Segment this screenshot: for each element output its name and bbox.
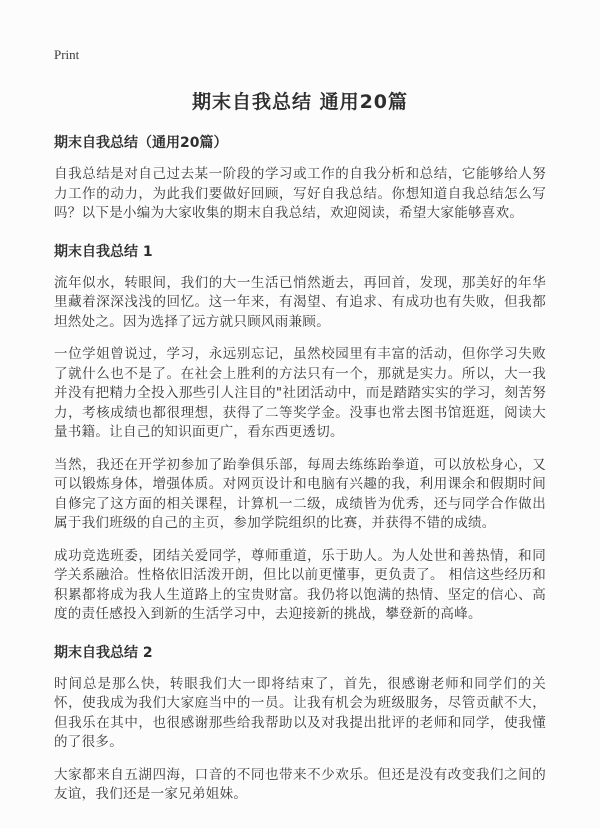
section-2-paragraph-2: 大家都来自五湖四海，口音的不同也带来不少欢乐。但还是没有改变我们之间的友谊，我们还是一家兄弟姐妹。 (54, 766, 546, 802)
section-heading-1: 期末自我总结 1 (54, 243, 153, 260)
section-2-paragraph-1: 时间总是那么快，转眼我们大一即将结束了，首先，很感谢老师和同学们的关怀，使我成为我们大家庭当中的一员。让我有机会为班级服务，尽管贡献不大，但我乐在其中，也很感谢那些给我帮助以及对我提出批评的老师和同学，使我懂的了很多。 (54, 675, 546, 750)
section-1-paragraph-4: 成功竞选班委，团结关爱同学，尊师重道，乐于助人。为人处世和善热情，和同学关系融洽。性格依旧活泼开朗，但比以前更懂事，更负责了。 相信这些经历和积累都将成为我人生道路上的宝贵财富。我仍将以饱满的热情、坚定的信心、高度的责任感投入到新的生活学习中，去迎接新的挑战，攀登新的高峰。 (54, 547, 546, 622)
document-subtitle: 期末自我总结（通用20篇） (54, 135, 228, 151)
section-heading-2: 期末自我总结 2 (54, 644, 153, 661)
intro-paragraph: 自我总结是对自己过去某一阶段的学习或工作的自我分析和总结，它能够给人努力工作的动力，为此我们要做好回顾，写好自我总结。你想知道自我总结怎么写吗？以下是小编为大家收集的期末自我总结，欢迎阅读，希望大家能够喜欢。 (54, 166, 546, 221)
print-link[interactable]: Print (54, 47, 80, 62)
section-1-paragraph-3: 当然，我还在开学初参加了跆拳俱乐部，每周去练练跆拳道，可以放松身心，又可以锻炼身体，增强体质。对网页设计和电脑有兴趣的我，利用课余和假期时间自修完了这方面的相关课程，计算机一二级，成绩皆为优秀，还与同学合作做出属于我们班级的自己的主页，参加学院组织的比赛，并获得不错的成绩。 (54, 456, 546, 531)
section-1-paragraph-1: 流年似水，转眼间，我们的大一生活已悄然逝去，再回首，发现，那美好的年华里藏着深深浅浅的回忆。这一年来，有渴望、有追求、有成功也有失败，但我都坦然处之。因为选择了远方就只顾风雨兼顾。 (54, 274, 546, 330)
section-1-paragraph-2: 一位学姐曾说过，学习，永远别忘记，虽然校园里有丰富的活动，但你学习失败了就什么也不是了。在社会上胜利的方法只有一个，那就是实力。所以，大一我并没有把精力全投入那些引人注目的"社团活动中，而是踏踏实实的学习，刻苦努力，考核成绩也都很理想，获得了二等奖学金。没事也常去图书馆逛逛，阅读大量书籍。让自己的知识面更广，看东西更透切。 (54, 346, 546, 440)
page-title: 期末自我总结 通用20篇 (191, 91, 409, 113)
